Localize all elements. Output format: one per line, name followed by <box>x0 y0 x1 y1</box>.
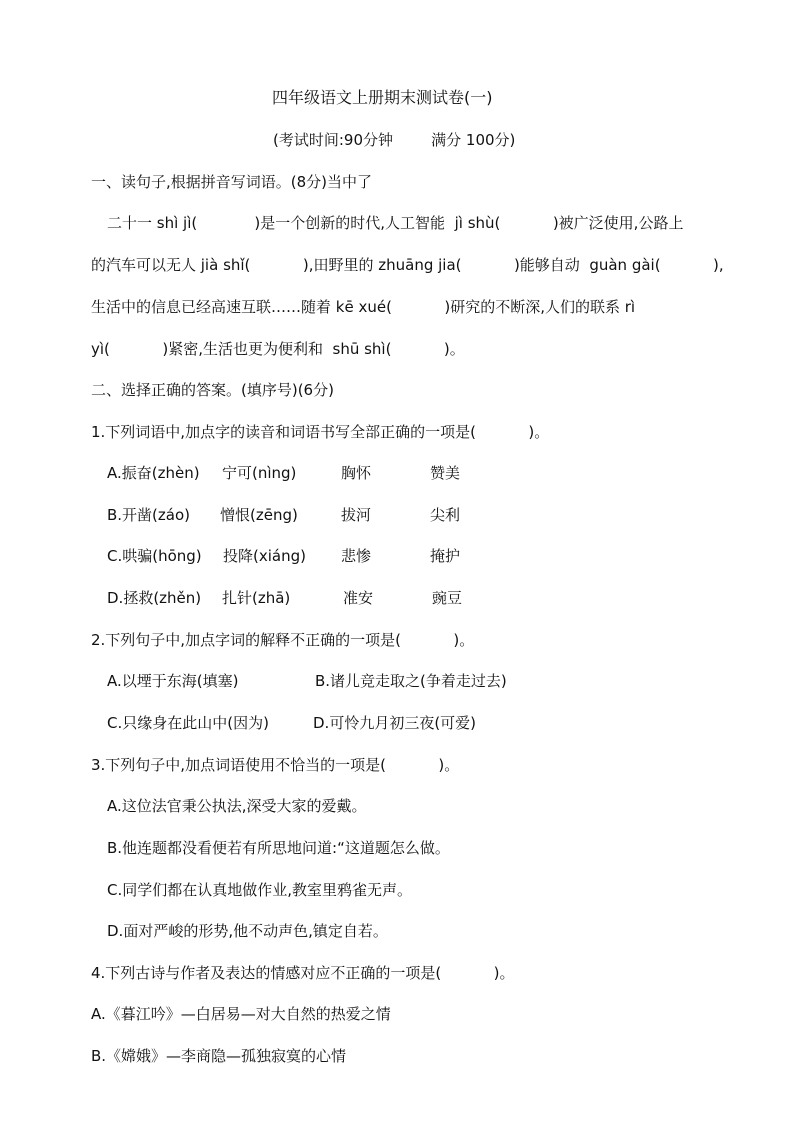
section1-line: yì( )紧密,生活也更为便利和 shū shì( )。 <box>91 340 465 358</box>
option-cell: B.诸儿竞走取之(争着走过去) <box>315 672 507 690</box>
option-cell: A.以堙于东海(填塞) <box>107 672 239 690</box>
section1-line: 二十一 shì jì( )是一个创新的时代,人工智能 jì shù( )被广泛使用,公路上 <box>107 214 684 232</box>
option-cell: 准安 <box>343 589 374 607</box>
option-cell: D.可怜九月初三夜(可爱) <box>313 714 477 732</box>
option-cell: 悲惨 <box>341 547 372 565</box>
option-cell: 豌豆 <box>432 589 463 607</box>
option-cell: 拔河 <box>341 506 372 524</box>
question-1-stem: 1.下列词语中,加点字的读音和词语书写全部正确的一项是( )。 <box>91 423 550 441</box>
question-3-option: B.他连题都没看便若有所思地问道:“这道题怎么做。 <box>107 839 450 857</box>
option-cell: 尖利 <box>430 506 461 524</box>
option-cell: D.拯救(zhěn) <box>107 589 202 607</box>
question-3-option: D.面对严峻的形势,他不动声色,镇定自若。 <box>107 922 388 940</box>
section1-line: 生活中的信息已经高速互联……随着 kē xué( )研究的不断深,人们的联系 rì <box>91 298 636 316</box>
section1-line: 的汽车可以无人 jià shǐ( ),田野里的 zhuāng jia( )能够自动 guàn gài( ), <box>91 256 724 274</box>
option-cell: 扎针(zhā) <box>222 589 291 607</box>
section1-heading: 一、读句子,根据拼音写词语。(8分)当中了 <box>91 173 373 191</box>
section2-heading: 二、选择正确的答案。(填序号)(6分) <box>91 381 334 399</box>
option-cell: 投降(xiáng) <box>223 547 306 565</box>
question-4-option: A.《暮江吟》—白居易—对大自然的热爱之情 <box>91 1005 391 1023</box>
question-3-option: A.这位法官秉公执法,深受大家的爱戴。 <box>107 797 367 815</box>
option-cell: 赞美 <box>430 464 461 482</box>
question-3-option: C.同学们都在认真地做作业,教室里鸦雀无声。 <box>107 881 413 899</box>
option-cell: 憎恨(zēng) <box>220 506 298 524</box>
exam-info: (考试时间:90分钟 满分 100分) <box>273 131 516 149</box>
option-cell: 掩护 <box>430 547 461 565</box>
option-cell: B.开凿(záo) <box>107 506 191 524</box>
option-cell: C.哄骗(hōng) <box>107 547 202 565</box>
question-4-stem: 4.下列古诗与作者及表达的情感对应不正确的一项是( )。 <box>91 964 515 982</box>
option-cell: C.只缘身在此山中(因为) <box>107 714 269 732</box>
option-cell: A.振奋(zhèn) <box>107 464 200 482</box>
question-4-option: B.《嫦娥》—李商隐—孤独寂寞的心情 <box>91 1047 347 1065</box>
option-cell: 宁可(nìng) <box>222 464 297 482</box>
option-cell: 胸怀 <box>341 464 372 482</box>
page-title: 四年级语文上册期末测试卷(一) <box>272 88 493 107</box>
question-2-stem: 2.下列句子中,加点字词的解释不正确的一项是( )。 <box>91 631 475 649</box>
question-3-stem: 3.下列句子中,加点词语使用不恰当的一项是( )。 <box>91 756 460 774</box>
